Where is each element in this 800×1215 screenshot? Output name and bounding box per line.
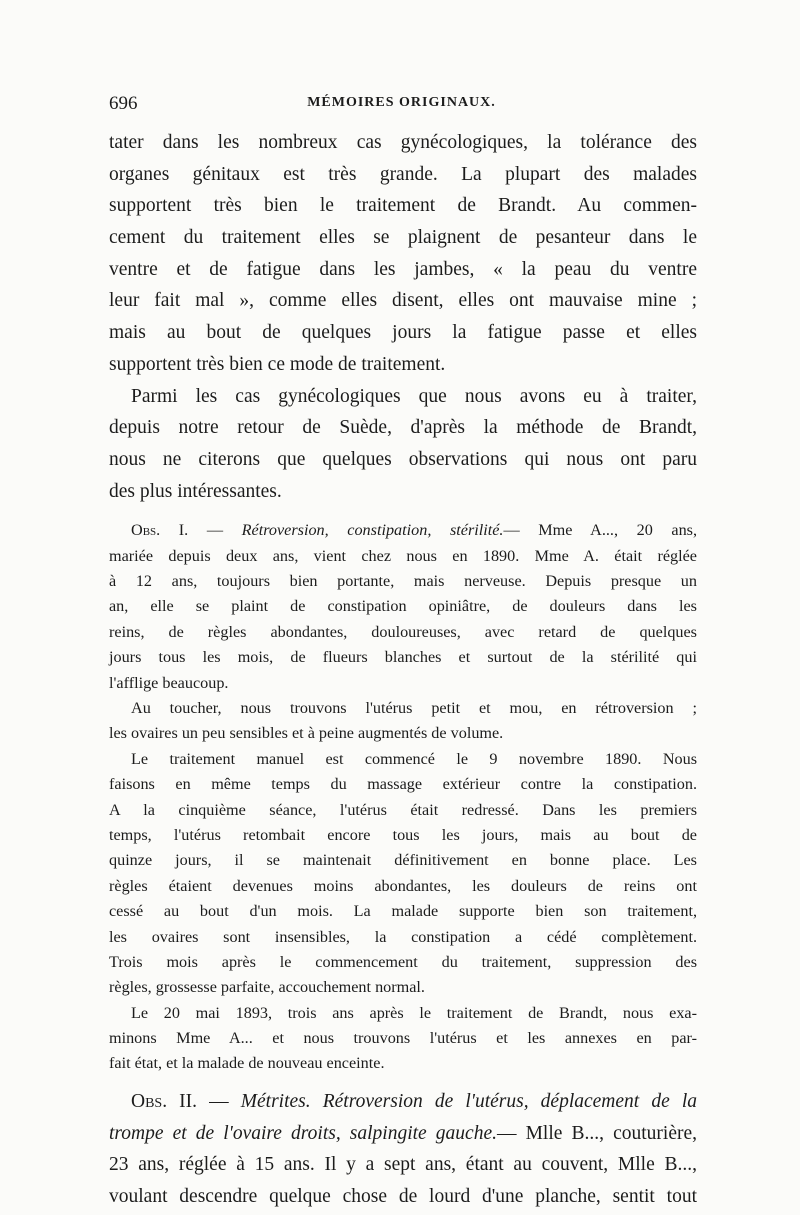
text-line: tater dans les nombreux cas gynécologiques, la tolérance des <box>109 132 697 153</box>
text-line: des plus intéressantes. <box>109 480 282 502</box>
paragraph-cases <box>109 381 697 508</box>
text-line: jours tous les mois, de flueurs blanches et surtout de la stérilité qui <box>109 648 697 667</box>
observation-title: Rétroversion, constipation, stérilité. <box>241 521 504 540</box>
text-line: les ovaires un peu sensibles et à peine augmentés de volume. <box>109 724 504 743</box>
observation-1 <box>109 518 697 1077</box>
text-line <box>109 1118 697 1150</box>
observation-title: Métrites. Rétroversion de l'utérus, déplacement de la <box>240 1090 697 1112</box>
text-line: depuis notre retour de Suède, d'après la méthode de Brandt, <box>109 417 697 439</box>
text-line: cement du traitement elles se plaignent de pesanteur dans le <box>109 227 697 249</box>
observation-label: Obs. II. — <box>131 1090 229 1112</box>
text-line: fait état, et la malade de nouveau enceinte. <box>109 1054 385 1073</box>
text-line: supportent très bien ce mode de traitement. <box>109 353 446 375</box>
text-line: Au toucher, nous trouvons l'utérus petit et mou, en rétroversion ; <box>131 698 697 717</box>
text-line: nous ne citerons que quelques observations qui nous ont paru <box>109 448 697 470</box>
text-line: leur fait mal », comme elles disent, elles ont mauvaise mine ; <box>109 290 697 312</box>
body-text <box>109 127 697 1213</box>
text-line: l'afflige beaucoup. <box>109 673 229 692</box>
text-line: an, elle se plaint de constipation opiniâtre, de douleurs dans les <box>109 597 697 616</box>
text-line: mariée depuis deux ans, vient chez nous en 1890. Mme A. était réglée <box>109 546 697 565</box>
observation-title: trompe et de l'ovaire droits, salpingite gauche. <box>109 1122 497 1144</box>
text-line: temps, l'utérus retombait encore tous les jours, mais au bout de <box>109 825 697 844</box>
text-line: minons Mme A... et nous trouvons l'utérus et les annexes en par- <box>109 1029 697 1048</box>
text-line: Le 20 mai 1893, trois ans après le traitement de Brandt, nous exa- <box>131 1003 697 1022</box>
text-line: Trois mois après le commencement du traitement, suppression des <box>109 952 697 971</box>
page-header <box>109 93 694 121</box>
text-line: Parmi les cas gynécologiques que nous avons eu à traiter, <box>131 385 697 407</box>
page-number: 696 <box>109 93 138 114</box>
text-line: A la cinquième séance, l'utérus était redressé. Dans les premiers <box>109 800 697 819</box>
observation-2-heading <box>109 1086 697 1118</box>
text-line: règles, grossesse parfaite, accouchement normal. <box>109 978 425 997</box>
text-line: Le traitement manuel est commencé le 9 novembre 1890. Nous <box>131 749 697 768</box>
text-line: cessé au bout d'un mois. La malade supporte bien son traitement, <box>109 902 697 921</box>
text-line: organes génitaux est très grande. La plupart des malades <box>109 163 697 185</box>
observation-1-heading <box>109 518 697 543</box>
text-line: mais au bout de quelques jours la fatigue passe et elles <box>109 322 697 344</box>
text-line: ventre et de fatigue dans les jambes, « la peau du ventre <box>109 258 697 280</box>
running-title: MÉMOIRES ORIGINAUX. <box>307 95 496 110</box>
observation-rest: — Mlle B..., couturière, <box>496 1122 697 1144</box>
observation-label: Obs. I. — <box>131 521 224 540</box>
text-line: faisons en même temps du massage extérieur contre la constipation. <box>109 775 697 794</box>
text-line: les ovaires sont insensibles, la constipation a cédé complètement. <box>109 927 697 946</box>
observation-2 <box>109 1086 697 1213</box>
paragraph-intro <box>109 127 697 381</box>
text-line: reins, de règles abondantes, douloureuses, avec retard de quelques <box>109 622 697 641</box>
text-line: supportent très bien le traitement de Brandt. Au commen- <box>109 195 697 217</box>
text-line: voulant descendre quelque chose de lourd d'une planche, sentit tout <box>109 1185 697 1207</box>
text-line: règles étaient devenues moins abondantes, les douleurs de reins ont <box>109 876 697 895</box>
observation-rest: — Mme A..., 20 ans, <box>503 521 698 540</box>
text-line: quinze jours, il se maintenait définitivement en bonne place. Les <box>109 851 697 870</box>
text-line: à 12 ans, toujours bien portante, mais nerveuse. Depuis presque un <box>109 572 697 591</box>
text-line: 23 ans, réglée à 15 ans. Il y a sept ans, étant au couvent, Mlle B..., <box>109 1154 697 1176</box>
